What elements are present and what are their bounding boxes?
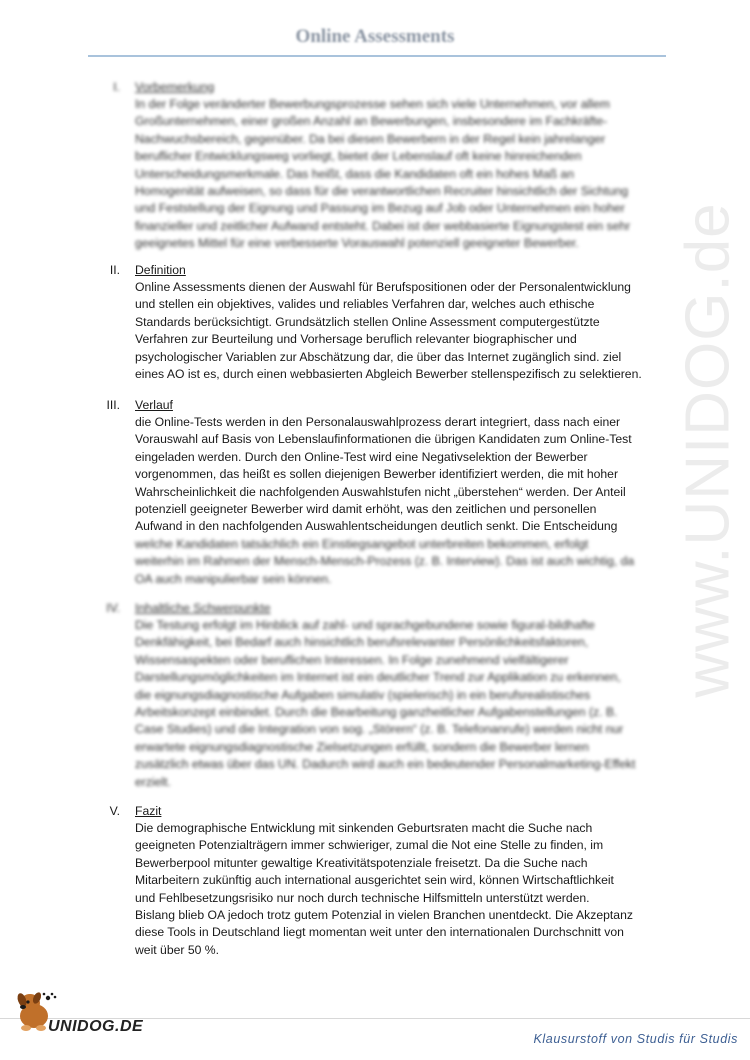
- text-line: und Feststellung der Eignung und Passung im Bezug auf Job oder Unternehmen ein hoher: [135, 201, 625, 216]
- text-line: Standards berücksichtigt. Grundsätzlich stellen Online Assessment computergestützte: [135, 314, 600, 329]
- text-line: Denkfähigkeit, bei Bedarf auch hinsichtlich berufsrelevanter Persönlichkeitsfaktoren,: [135, 635, 589, 650]
- text-line: diese Tools in Deutschland liegt momentan weit unter den internationalen Durchschnitt von: [135, 925, 624, 940]
- text-line: beruflicher Entwicklungsweg vorliegt, bietet der Lebenslauf oft keine hinreichenden: [135, 149, 582, 164]
- text-line: Darstellungsmöglichkeiten im Internet ist ein deutlicher Trend zur Applikation zu erkennen,: [135, 670, 621, 685]
- text-line: Homogenität aufweisen, so dass für die verantwortlichen Recruiter hinsichtlich der Sichtung: [135, 184, 629, 199]
- section-number: II.: [109, 263, 120, 277]
- text-line: Vorauswahl auf Basis von Lebenslaufinformationen die übrigen Kandidaten zum Online-Test: [135, 432, 632, 447]
- text-line: Großunternehmen, einer großen Anzahl an Bewerbungen, insbesondere im Fachkräfte-: [135, 114, 608, 129]
- section-number: V.: [109, 804, 120, 818]
- text-line: zusätzlich etwas über das UN. Dadurch wird auch ein bedeutender Personalmarketing-Effekt: [135, 757, 636, 772]
- section-body: [135, 617, 660, 791]
- text-line: potenziell geeigneter Bewerber wird damit erhöht, was den zeitlichen und personellen: [135, 502, 597, 517]
- section-heading: Inhaltliche Schwerpunkte: [135, 601, 271, 615]
- text-line: Wahrscheinlichkeit die nachfolgenden Auswahlstufen nicht „überstehen“ werden. Der Anteil: [135, 484, 626, 499]
- text-line: weit über 50 %.: [135, 942, 220, 957]
- page-title: Online Assessments: [295, 26, 455, 47]
- text-line: vorgenommen, das heißt es sollen diejenigen Bewerber identifiziert werden, die mit hoher: [135, 467, 619, 482]
- text-line: geeignetes Mittel für eine verbesserte Vorauswahl potenziell geeigneter Bewerber.: [135, 236, 579, 251]
- watermark: www.UNIDOG.de: [673, 202, 743, 698]
- text-line: Online Assessments dienen der Auswahl für Berufspositionen oder der Personalentwicklung: [135, 280, 631, 294]
- text-line: die eignungsdiagnostische Aufgaben simulativ (spielerisch) in ein berufsrealistisches: [135, 687, 591, 702]
- text-line: Case Studies) und die Integration von sog. „Störern“ (z. B. Telefonanrufe) werden nicht nur: [135, 722, 624, 737]
- section-body: [135, 279, 660, 383]
- text-line: eines AO ist es, durch einen webbasierten Abgleich Bewerber stellenspezifisch zu selektieren.: [135, 367, 642, 382]
- text-line: und stellen ein objektives, valides und reliables Verfahren dar, welches auch ethische: [135, 297, 595, 312]
- section-number: III.: [106, 398, 120, 412]
- section-number: IV.: [106, 601, 120, 615]
- text-line: weiterhin im Rahmen der Mensch-Mensch-Prozess (z. B. Interview). Das ist auch wichtig, da: [135, 554, 635, 569]
- text-line: Bewerberpool mitunter gewaltige Kreativitätspotenziale freisetzt. Da die Suche nach: [135, 855, 588, 870]
- text-line: Bislang blieb OA jedoch trotz gutem Potenzial in vielen Branchen unentdeckt. Die Akzeptanz: [135, 908, 633, 923]
- section-body: [135, 414, 660, 588]
- section-body: [135, 820, 660, 959]
- text-line: Verfahren zur Beurteilung und Vorhersage beruflich relevanter biographischer und: [135, 332, 577, 347]
- text-line: Aufwand in den nachfolgenden Auswahlentscheidungen deutlich senkt. Die Entscheidung: [135, 519, 618, 534]
- text-line: erwartete eignungsdiagnostische Zielsetzungen erfüllt, sondern die Bewerber lernen: [135, 739, 589, 754]
- text-line: psychologischer Variablen zur Abschätzung dar, die über das Internet zugänglich sind. ziel: [135, 349, 622, 364]
- text-line: Unterscheidungsmerkmale. Das heißt, dass die Kandidaten oft ein hohes Maß an: [135, 166, 574, 181]
- text-line: eingeladen werden. Durch den Online-Test wird eine Negativselektion der Bewerber: [135, 449, 588, 464]
- text-line: die Online-Tests werden in den Personalauswahlprozess derart integriert, dass nach einer: [135, 415, 621, 429]
- section-heading: Vorbemerkung: [135, 80, 215, 94]
- logo-text: UNIDOG.DE: [48, 1018, 144, 1035]
- text-line: und Fehlbesetzungsrisiko nur noch durch technische Hilfsmitteln unterstützt werden.: [135, 890, 590, 905]
- text-line: erzielt.: [135, 774, 171, 789]
- text-line: geeigneten Potenzialträgern immer schwieriger, zumal die Not eine Stelle zu finden, im: [135, 838, 604, 853]
- text-line: finanzieller und zeitlicher Aufwand entsteht. Dabei ist der webbasierte Eignungstest ein sehr: [135, 218, 631, 233]
- text-line: Die demographische Entwicklung mit sinkenden Geburtsraten macht die Suche nach: [135, 821, 593, 835]
- text-line: In der Folge veränderter Bewerbungsprozesse sehen sich viele Unternehmen, vor allem: [135, 97, 610, 111]
- title-divider: [88, 55, 666, 57]
- text-line: Die Testung erfolgt im Hinblick auf zahl- und sprachgebundene sowie figural-bildhafte: [135, 618, 595, 632]
- text-line: Nachwuchsbereich, gegenüber. Da bei diesen Bewerbern in der Regel kein jahrelanger: [135, 131, 606, 146]
- text-line: Arbeitskonzept einbindet. Durch die Bearbeitung ganzheitlicher Aufgabenstellungen (z. B.: [135, 705, 618, 720]
- footer-tagline: Klausurstoff von Studis für Studis: [533, 1032, 738, 1046]
- section-body: [135, 96, 660, 253]
- section-heading: Fazit: [135, 804, 162, 818]
- section-number: I.: [113, 80, 120, 94]
- text-line: welche Kandidaten tatsächlich ein Einstiegsangebot unterbreiten bekommen, erfolgt: [135, 536, 589, 551]
- text-line: OA auch manipulierbar sein können.: [135, 571, 332, 586]
- section-heading: Verlauf: [135, 398, 173, 412]
- text-line: Mitarbeitern zukünftig auch international ausgerichtet sein wird, können Wirtschaftlichkeit: [135, 873, 614, 888]
- text-line: Wissensaspekten oder beruflichen Interessen. In Folge zunehmend vielfältigerer: [135, 652, 569, 667]
- section-heading: Definition: [135, 263, 186, 277]
